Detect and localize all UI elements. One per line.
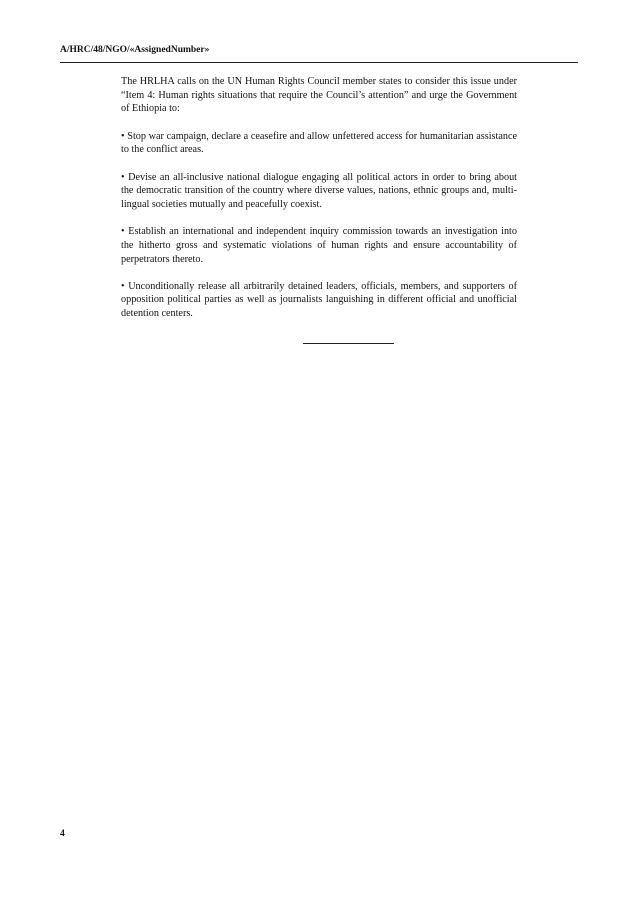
recommendation-inquiry-commission: • Establish an international and independent inquiry commission towards an investigation into the hitherto gross and systematic violations of human rights and ensure accountability of perpetrators thereto. — [121, 226, 517, 265]
document-body — [121, 75, 517, 334]
end-of-document-rule — [303, 343, 394, 344]
page-number: 4 — [60, 829, 65, 839]
recommendation-national-dialogue: • Devise an all-inclusive national dialogue engaging all political actors in order to bring about the democratic transition of the country where diverse values, nations, ethnic groups and, multi-lingual societies mutually and peacefully coexist. — [121, 171, 517, 210]
document-header — [60, 44, 578, 63]
recommendation-release-detainees: • Unconditionally release all arbitrarily detained leaders, officials, members, and supporters of opposition political parties as well as journalists languishing in different official and unofficial detention centers. — [121, 280, 517, 320]
document-symbol: A/HRC/48/NGO/«AssignedNumber» — [60, 45, 210, 55]
intro-paragraph: The HRLHA calls on the UN Human Rights Council member states to consider this issue under “Item 4: Human rights situations that require the Council’s attention” and urge the Government of Ethiopia to: — [121, 76, 517, 115]
recommendation-ceasefire: • Stop war campaign, declare a ceasefire and allow unfettered access for humanitarian assistance to the conflict areas. — [121, 130, 517, 156]
